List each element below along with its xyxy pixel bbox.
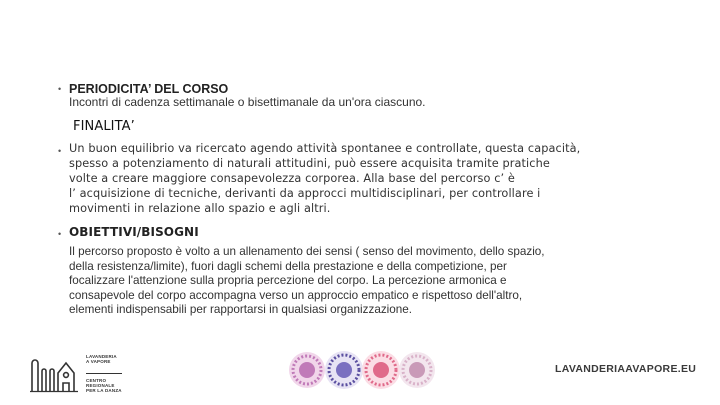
text-line: Il percorso proposto è volto a un allenamento dei sensi ( senso del movimento, dello spazio, (69, 245, 545, 258)
logo-label-line: CENTRO (86, 378, 107, 383)
text-line: consapevole del corpo accompagna verso un approccio empatico e rispettoso dell'altro, (69, 288, 523, 302)
text-line: movimenti in relazione allo spazio e agli altri. (69, 202, 331, 215)
text-finalita (69, 141, 580, 216)
logo-label-top (86, 354, 117, 364)
bullet-periodicita: • (58, 84, 62, 94)
partner-badge-1-icon (288, 351, 326, 389)
heading-obiettivi: OBIETTIVI/BISOGNI (69, 225, 199, 239)
text-line: elementi indispensabili per rapportarsi in qualsiasi organizzazione. (69, 303, 413, 316)
text-obiettivi (69, 245, 545, 318)
text-periodicita: Incontri di cadenza settimanale o bisettimanale da un'ora ciascuno. (69, 95, 426, 109)
website-label: LAVANDERIAAVAPORE.EU (555, 363, 697, 375)
text-line: volte a creare maggiore consapevolezza corporea. Alla base del percorso c’ è (69, 172, 515, 185)
text-line: della resistenza/limite), fuori dagli schemi della prestazione e della competizione, per (69, 259, 507, 273)
logo-label-bottom (86, 378, 122, 393)
text-line: l’ acquisizione di tecniche, derivanti da approcci multidisciplinari, per controllare i (69, 187, 541, 200)
partner-badge-4-icon (398, 351, 436, 389)
logo-label-line: A VAPORE (86, 359, 111, 364)
logo-label-line: REGIONALE (86, 383, 115, 388)
logo-label-line: LAVANDERIA (86, 354, 117, 359)
partner-badge-3-icon (361, 350, 401, 390)
text-line: focalizzare l'attenzione sulla propria percezione del corpo. La percezione armonica e (69, 274, 507, 287)
text-line: spesso a potenziamento di naturali attitudini, può essere acquisita tramite pratiche (69, 157, 550, 170)
partner-badge-2-icon (324, 350, 364, 390)
heading-finalita: FINALITA’ (73, 119, 135, 134)
heading-periodicita: PERIODICITA’ DEL CORSO (69, 82, 229, 96)
bullet-finalita: • (58, 146, 62, 156)
logo-divider (86, 373, 122, 374)
bullet-obiettivi: • (58, 229, 62, 239)
logo-label-line: PER LA DANZA (86, 388, 122, 393)
text-line: Un buon equilibrio va ricercato agendo attività spontanee e controllate, questa capacità, (69, 142, 581, 155)
